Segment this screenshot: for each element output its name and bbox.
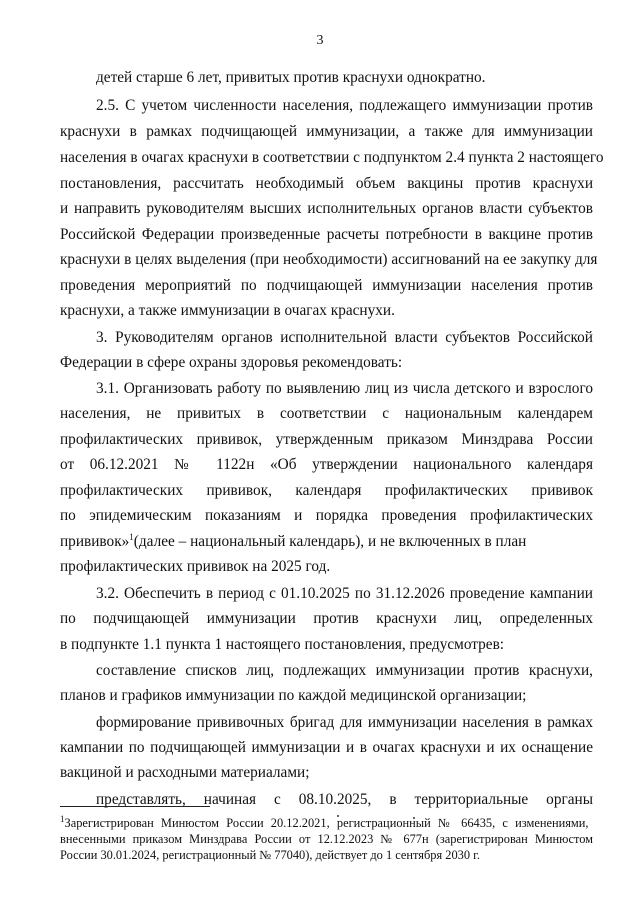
text-line: составление списков лиц, подлежащих иммунизации против краснухи, <box>96 662 593 679</box>
text-line: по эпидемическим показаниям и порядка проведения профилактических <box>60 507 593 524</box>
footnote-line <box>60 815 593 831</box>
text-line: кампании по подчищающей иммунизации и в очагах краснухи и их оснащение <box>60 739 593 756</box>
footnote-ref[interactable]: 1 <box>129 531 134 542</box>
text-line: краснухи, а также иммунизации в очагах краснухи. <box>60 302 395 319</box>
text-line: Российской Федерации произведенные расчеты потребности в вакцине против <box>60 226 593 243</box>
text-line: населения, не привитых в соответствии с национальным календарем <box>60 405 593 422</box>
text-fragment: (далее – национальный календарь), и не включенных в план <box>133 533 527 550</box>
text-line: детей старше 6 лет, привитых против краснухи однократно. <box>96 69 486 86</box>
text-line: вакциной и расходными материалами; <box>60 764 310 781</box>
text-line: от 06.12.2021 № 1122н «Об утверждении национального календаря <box>60 456 593 473</box>
page-number: 3 <box>316 33 324 48</box>
text-line: постановления, рассчитать необходимый объем вакцины против краснухи <box>60 175 593 192</box>
text-line: краснухи в целях выделения (при необходимости) ассигнований на ее закупку для <box>60 251 598 268</box>
text-line: 2.5. С учетом численности населения, подлежащего иммунизации против <box>96 97 593 114</box>
footnote-divider <box>60 806 210 807</box>
text-fragment: прививок» <box>60 533 130 550</box>
text-line: по подчищающей иммунизации против краснухи лиц, определенных <box>60 610 593 627</box>
text-line: 3. Руководителям органов исполнительной власти субъектов Российской <box>96 329 593 346</box>
text-line: населения в очагах краснухи в соответствии с подпунктом 2.4 пункта 2 настоящего <box>60 149 604 166</box>
text-line: краснухи в рамках подчищающей иммунизации, а также для иммунизации <box>60 123 593 140</box>
text-line-with-footnote <box>60 532 593 552</box>
footnote-marker: 1 <box>60 813 65 824</box>
text-line: 3.1. Организовать работу по выявлению лиц из числа детского и взрослого <box>96 380 593 397</box>
text-line: планов и графиков иммунизации по каждой медицинской организации; <box>60 687 527 704</box>
text-line: Федерации в сфере охраны здоровья рекомендовать: <box>60 354 403 371</box>
footnote-line: внесенными приказом Минздрава России от 12.12.2023 № 677н (зарегистрирован Минюстом <box>60 832 593 846</box>
text-line: 3.2. Обеспечить в период с 01.10.2025 по 31.12.2026 проведение кампании <box>96 585 593 602</box>
text-line: профилактических прививок на 2025 год. <box>60 558 331 575</box>
text-line: профилактических прививок, утвержденным приказом Минздрава России <box>60 431 593 448</box>
footnote-text: Зарегистрирован Минюстом России 20.12.2021, регистрационный № 66435, с изменениями, <box>64 816 589 830</box>
text-line: формирование прививочных бригад для иммунизации населения в рамках <box>96 714 593 731</box>
text-line: представлять, начиная с 08.10.2025, в территориальные органы <box>96 791 593 808</box>
text-line: и направить руководителям высших исполнительных органов власти субъектов <box>60 200 593 217</box>
footnote-line: России 30.01.2024, регистрационный № 77040), действует до 1 сентября 2030 г. <box>60 848 480 862</box>
text-line: профилактических прививок, календаря профилактических прививок <box>60 482 593 499</box>
text-line: в подпункте 1.1 пункта 1 настоящего постановления, предусмотрев: <box>60 636 505 653</box>
text-line: проведения мероприятий по подчищающей иммунизации населения против <box>60 277 593 294</box>
